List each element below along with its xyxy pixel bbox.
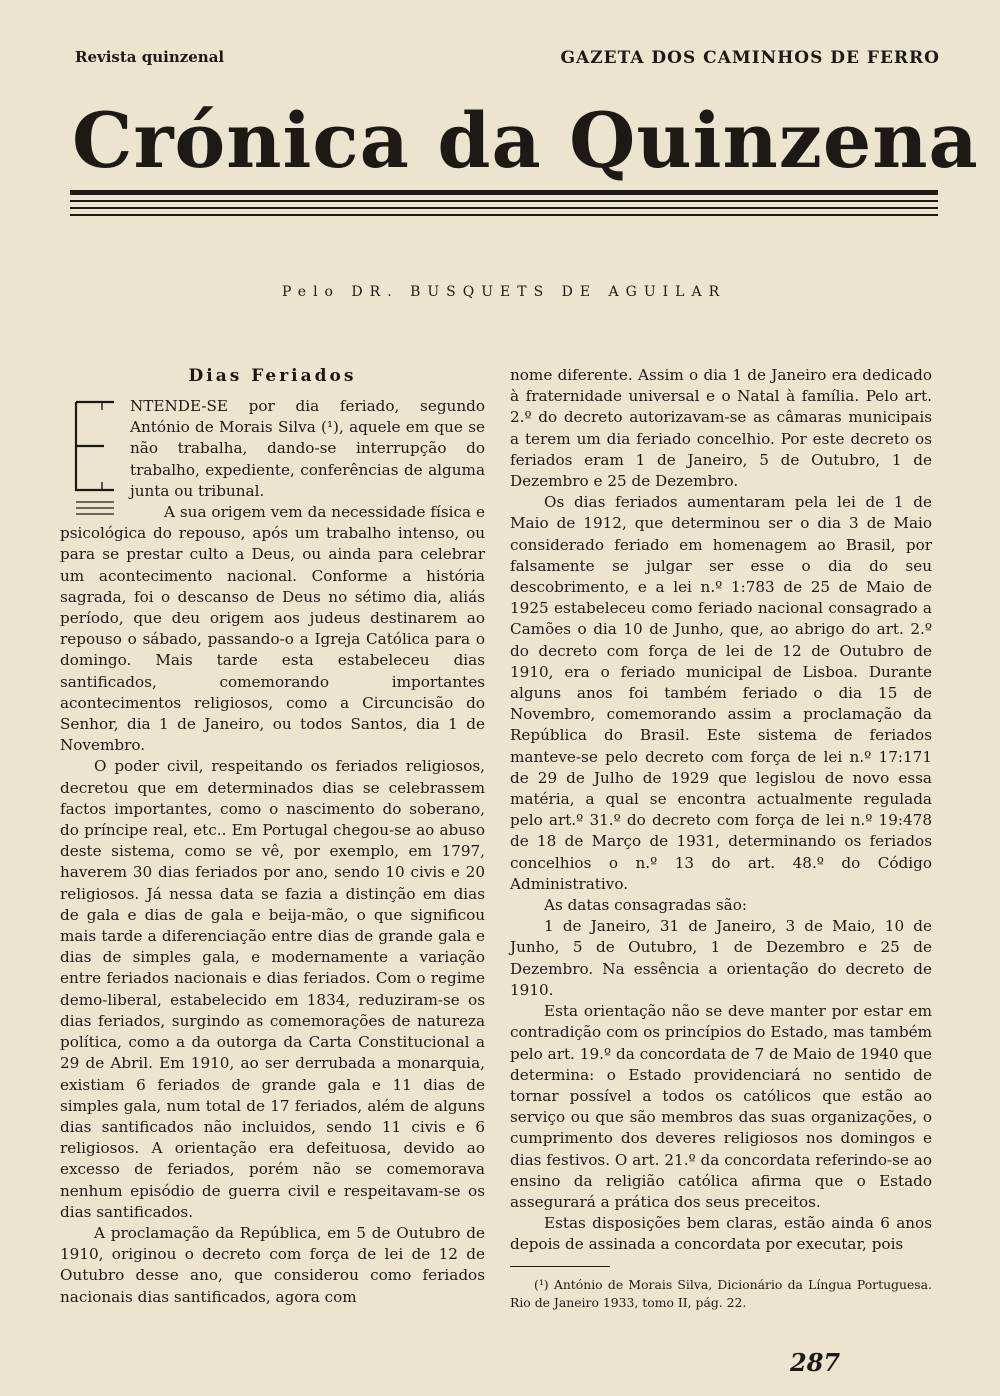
paragraph: Estas disposições bem claras, estão ainda 6 anos depois de assinada a concordata por executar, pois xyxy=(510,1214,932,1254)
section-title: Dias Feriados xyxy=(188,366,357,386)
title-rule-1 xyxy=(70,190,938,195)
paragraph: Esta orientação não se deve manter por estar em contradição com os princípios do Estado, mas também pelo art. 19.º da concordata de 7 de Maio de 1940 que determina: o Estado providenciará no sentido de tornar possível a todos os católicos que estão ao serviço ou que são membros das suas organizações, o cumprimento dos deveres religiosos nos domingos e dias festivos. O art. 21.º da concordata referindo-se ao ensino da religião católica afirma que o Estado assegurará a prática dos seus preceitos. xyxy=(510,1002,932,1211)
paragraph: Os dias feriados aumentaram pela lei de 1 de Maio de 1912, que determinou ser o dia 3 de Maio considerado feriado em homenagem ao Brasil, por falsamente se julgar ser esse o dia do seu descobrimento, e a lei n.º 1:783 de 25 de Maio de 1925 estabeleceu como feriado nacional consagrado a Camões o dia 10 de Junho, que, ao abrigo do art. 2.º do decreto com força de lei de 12 de Outubro de 1910, era o feriado municipal de Lisboa. Durante alguns anos foi também feriado o dia 15 de Novembro, comemorando assim a proclamação da República do Brasil. Este sistema de feriados manteve-se pelo decreto com força de lei n.º 17:171 de 29 de Julho de 1929 que legislou de novo essa matéria, a qual se encontra actualmente regulada pelo art.º 31.º do decreto com força de lei n.º 19:478 de 18 de Março de 1931, determinando os feriados concelhios o n.º 13 do art. 48.º do Código Administrativo. xyxy=(510,493,932,893)
paragraph: A sua origem vem da necessidade física e psicológica do repouso, após um trabalho intenso, ou para se prestar culto a Deus, ou ainda para celebrar um acontecimento nacional. Conforme a história sagrada, foi o descanso de Deus no sétimo dia, aliás período, que deu origem aos judeus destinarem ao repouso o sábado, passando-o a Igreja Católica para o domingo. Mais tarde esta estabeleceu dias santificados, comemorando importantes acontecimentos religiosos, como a Circuncisão do Senhor, dia 1 de Janeiro, ou todos Santos, dia 1 de Novembro. xyxy=(60,503,485,755)
title-rule-2 xyxy=(70,200,938,202)
drop-cap xyxy=(74,398,118,516)
footnote-rule xyxy=(510,1266,610,1267)
paragraph: A proclamação da República, em 5 de Outubro de 1910, originou o decreto com força de lei de 12 de Outubro desse ano, que considerou como feriados nacionais dias santificados, agora com xyxy=(60,1223,485,1306)
paragraph: O poder civil, respeitando os feriados religiosos, decretou que em determinados dias se celebrassem factos importantes, como o nascimento do soberano, do príncipe real, etc.. Em Portugal chegou-se ao abuso deste sistema, como se vê, por exemplo, em 1797, haverem 30 dias feriados por ano, sendo 10 civis e 20 religiosos. Já nessa data se fazia a distinção em dias de gala e dias de gala e beija-mão, o que significou mais tarde a diferenciação entre dias de grande gala e dias de simples gala, e modernamente a variação entre feriados nacionais e dias feriados. Com o regime demo-liberal, estabelecido em 1834, reduziram-se os dias feriados, surgindo as comemorações de natureza política, como a da outorga da Carta Constitucional a 29 de Abril. Em 1910, ao ser derrubada a monarquia, existiam 6 feriados de grande gala e 11 dias de simples gala, num total de 17 feriados, além de alguns dias santificados não incluidos, sendo 11 civis e 6 religiosos. A orientação era defeituosa, devido ao excesso de feriados, porém não se comemorava nenhum episódio de guerra civil e respeitavam-se os dias santificados. xyxy=(60,757,485,1221)
title-rule-3 xyxy=(70,207,938,209)
article-column-left xyxy=(60,365,485,1308)
paragraph: 1 de Janeiro, 31 de Janeiro, 3 de Maio, 10 de Junho, 5 de Outubro, 1 de Dezembro e 25 de Dezembro. Na essência a orientação do decreto de 1910. xyxy=(510,917,932,999)
page-number: 287 xyxy=(790,1348,841,1377)
paragraph: NTENDE-SE por dia feriado, segundo António de Morais Silva (¹), aquele em que se não trabalha, dando-se interrupção do trabalho, expediente, conferências de alguma junta ou tribunal. xyxy=(130,397,485,500)
paragraph: As datas consagradas são: xyxy=(544,896,747,915)
title-rule-4 xyxy=(70,214,938,216)
article-column-right xyxy=(510,365,932,1256)
header-right: GAZETA DOS CAMINHOS DE FERRO xyxy=(560,48,940,68)
byline: Pelo DR. BUSQUETS DE AGUILAR xyxy=(282,284,727,300)
header-left: Revista quinzenal xyxy=(75,48,225,66)
paragraph: nome diferente. Assim o dia 1 de Janeiro era dedicado à fraternidade universal e o Natal à família. Pelo art. 2.º do decreto autorizavam-se as câmaras municipais a terem um dia feriado concelhio. Por este decreto os feriados eram 1 de Janeiro, 5 de Outubro, 1 de Dezembro e 25 de Dezembro. xyxy=(510,366,932,491)
page-title: Crónica da Quinzena xyxy=(72,96,979,185)
footnote: (¹) António de Morais Silva, Dicionário da Língua Portuguesa. Rio de Janeiro 1933, tomo II, pág. 22. xyxy=(510,1277,932,1310)
